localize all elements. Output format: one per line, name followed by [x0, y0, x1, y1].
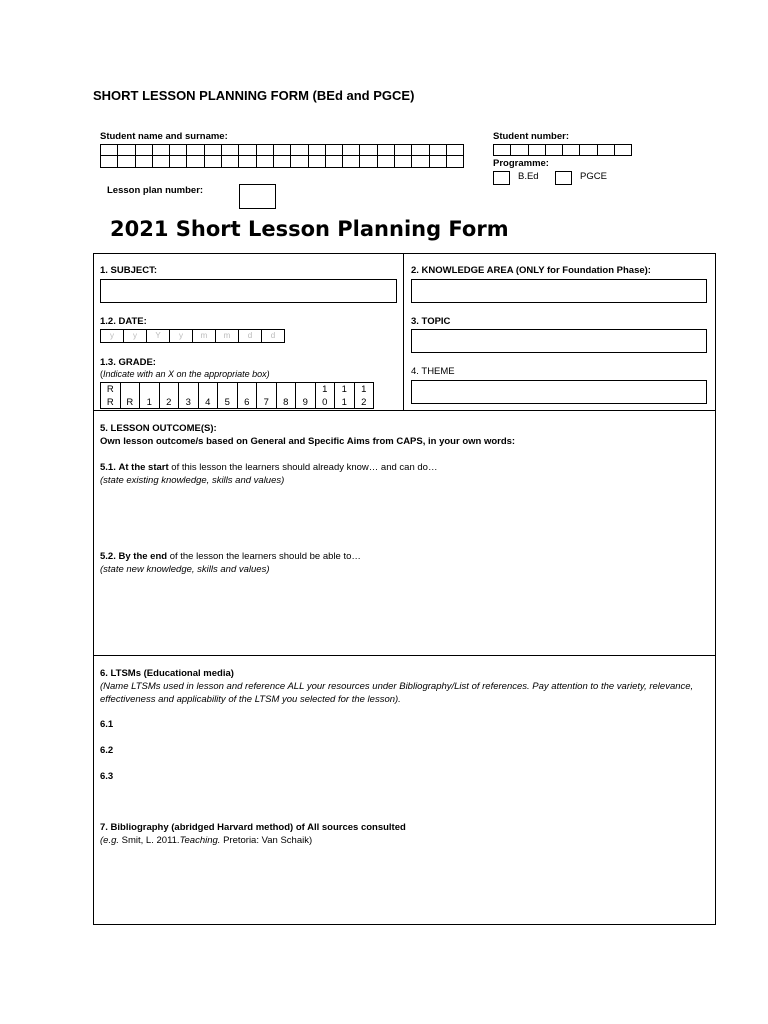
grade-cell[interactable] — [179, 383, 199, 409]
theme-label: 4. THEME — [411, 366, 455, 377]
grade-cell[interactable] — [121, 383, 141, 409]
outcome-5-1-bold: At the start — [118, 462, 169, 473]
bibliography-title: Teaching. — [179, 835, 221, 846]
grade-hint — [100, 369, 270, 379]
student-number-cell[interactable] — [598, 144, 615, 156]
date-cell[interactable]: m — [216, 329, 239, 343]
student-number-label: Student number: — [493, 131, 569, 142]
bibliography-section — [100, 821, 705, 847]
outcomes-subheading: Own lesson outcome/s based on General and Specific Aims from CAPS, in your own words: — [100, 436, 516, 447]
grade-cell-bottom: 2 — [166, 397, 172, 408]
ltsm-item-1: 6.1 — [100, 719, 114, 730]
date-cell[interactable]: m — [193, 329, 216, 343]
ltsm-hint: (Name LTSMs used in lesson and reference ALL your resources under Bibliography/List of references. Pay attention to the variety, relevance, effectiveness and applicability of the LTSM you selected for the lesson). — [100, 681, 694, 705]
outcome-5-1-hint: (state existing knowledge, skills and values) — [100, 475, 285, 486]
grade-hint-paren: ( — [100, 369, 103, 379]
grade-cell[interactable] — [335, 383, 355, 409]
grade-cell-top — [257, 383, 276, 396]
name-char-cell[interactable] — [205, 156, 222, 168]
name-char-cell[interactable] — [378, 144, 395, 156]
name-char-cell[interactable] — [101, 144, 118, 156]
date-cell[interactable]: d — [262, 329, 285, 343]
student-number-grid[interactable] — [493, 144, 632, 156]
name-char-cell[interactable] — [447, 144, 464, 156]
ltsm-item-3: 6.3 — [100, 771, 114, 782]
subject-label: 1. SUBJECT: — [100, 265, 158, 276]
name-char-cell[interactable] — [360, 156, 377, 168]
page-heading: SHORT LESSON PLANNING FORM (BEd and PGCE) — [93, 88, 415, 103]
name-char-cell[interactable] — [257, 156, 274, 168]
grade-cell-bottom: 0 — [322, 397, 328, 408]
name-char-cell[interactable] — [170, 156, 187, 168]
name-char-cell[interactable] — [274, 156, 291, 168]
name-char-cell[interactable] — [412, 144, 429, 156]
date-cell[interactable]: y — [101, 329, 124, 343]
name-char-cell[interactable] — [101, 156, 118, 168]
name-char-cell[interactable] — [222, 144, 239, 156]
bed-checkbox[interactable] — [493, 171, 510, 185]
name-char-cell[interactable] — [257, 144, 274, 156]
outcome-5-2-number: 5.2. — [100, 551, 116, 562]
name-char-cell[interactable] — [395, 156, 412, 168]
name-char-cell[interactable] — [309, 144, 326, 156]
name-char-cell[interactable] — [378, 156, 395, 168]
grade-cell-top — [160, 383, 179, 396]
ltsm-heading: 6. LTSMs (Educational media) — [100, 668, 234, 679]
grade-hint-text: Indicate with an X on the appropriate box) — [103, 369, 270, 379]
outcome-5-2-bold: By the end — [118, 551, 168, 562]
grade-cell[interactable] — [101, 383, 121, 409]
outcome-5-2-text: of the lesson the learners should be able to… — [167, 551, 361, 562]
grade-cell-bottom: 6 — [244, 397, 250, 408]
name-char-cell[interactable] — [118, 144, 135, 156]
date-cell[interactable]: d — [239, 329, 262, 343]
name-char-cell[interactable] — [430, 156, 447, 168]
student-number-cell[interactable] — [511, 144, 528, 156]
grade-cell-top — [121, 383, 140, 396]
grade-cell-bottom: 9 — [302, 397, 308, 408]
grade-cell-top — [238, 383, 257, 396]
name-char-cell[interactable] — [343, 144, 360, 156]
name-char-cell[interactable] — [239, 144, 256, 156]
outcome-5-1-number: 5.1. — [100, 462, 116, 473]
name-char-cell[interactable] — [170, 144, 187, 156]
grade-cell-top: 1 — [322, 384, 328, 395]
programme-label: Programme: — [493, 158, 549, 169]
knowledge-area-input[interactable] — [411, 279, 707, 303]
grade-cell-bottom: 4 — [205, 397, 211, 408]
grade-selector[interactable] — [100, 382, 374, 409]
grade-cell-top: 1 — [341, 384, 347, 395]
outcome-5-2-hint: (state new knowledge, skills and values) — [100, 564, 270, 575]
name-char-cell[interactable] — [118, 156, 135, 168]
column-divider — [403, 253, 404, 411]
name-char-cell[interactable] — [274, 144, 291, 156]
grade-cell-bottom: 2 — [361, 397, 367, 408]
name-char-cell[interactable] — [343, 156, 360, 168]
name-char-cell[interactable] — [326, 144, 343, 156]
lesson-plan-number-label: Lesson plan number: — [107, 185, 204, 196]
grade-cell-top — [218, 383, 237, 396]
outcome-5-1-text: of this lesson the learners should already know… and can do… — [168, 462, 438, 473]
pgce-checkbox[interactable] — [555, 171, 572, 185]
grade-cell[interactable] — [218, 383, 238, 409]
bibliography-author: Smit, L. 2011. — [119, 835, 180, 846]
grade-cell[interactable] — [277, 383, 297, 409]
name-char-cell[interactable] — [291, 156, 308, 168]
name-char-cell[interactable] — [430, 144, 447, 156]
name-char-cell[interactable] — [309, 156, 326, 168]
ltsm-item-2: 6.2 — [100, 745, 114, 756]
name-char-cell[interactable] — [395, 144, 412, 156]
grade-cell-top — [140, 383, 159, 396]
name-char-cell[interactable] — [153, 144, 170, 156]
grade-cell-top: 1 — [361, 384, 367, 395]
student-number-cell[interactable] — [546, 144, 563, 156]
outcomes-heading: 5. LESSON OUTCOME(S): — [100, 423, 217, 434]
student-number-cell[interactable] — [580, 144, 597, 156]
grade-cell-top — [296, 383, 315, 396]
outcome-5-1 — [100, 461, 700, 487]
outcome-5-2 — [100, 550, 700, 576]
bibliography-eg: (e.g. — [100, 835, 120, 846]
student-number-cell[interactable] — [615, 144, 632, 156]
name-char-cell[interactable] — [222, 156, 239, 168]
name-char-cell[interactable] — [153, 156, 170, 168]
lesson-plan-number-input[interactable] — [239, 184, 276, 209]
grade-cell-bottom: 1 — [341, 397, 347, 408]
form-title: 2021 Short Lesson Planning Form — [110, 217, 509, 241]
grade-cell[interactable] — [296, 383, 316, 409]
name-char-cell[interactable] — [205, 144, 222, 156]
name-char-cell[interactable] — [412, 156, 429, 168]
theme-input[interactable] — [411, 380, 707, 404]
grade-cell-top — [277, 383, 296, 396]
name-char-cell[interactable] — [447, 156, 464, 168]
grade-cell-bottom: 8 — [283, 397, 289, 408]
ltsm-section — [100, 667, 705, 706]
name-char-cell[interactable] — [291, 144, 308, 156]
student-name-grid[interactable] — [100, 144, 464, 168]
grade-cell[interactable] — [355, 383, 375, 409]
grade-cell-bottom: 3 — [185, 397, 191, 408]
date-cell[interactable]: y — [124, 329, 147, 343]
bibliography-rest: Pretoria: Van Schaik) — [220, 835, 313, 846]
date-cell[interactable]: Y — [147, 329, 170, 343]
date-cell[interactable]: y — [170, 329, 193, 343]
student-number-cell[interactable] — [529, 144, 546, 156]
grade-cell[interactable] — [199, 383, 219, 409]
name-char-cell[interactable] — [326, 156, 343, 168]
grade-cell[interactable] — [238, 383, 258, 409]
date-input[interactable] — [100, 329, 285, 343]
grade-cell-top — [179, 383, 198, 396]
grade-cell-top — [199, 383, 218, 396]
subject-input[interactable] — [100, 279, 397, 303]
grade-cell[interactable] — [140, 383, 160, 409]
grade-cell-top: R — [106, 384, 114, 395]
grade-cell[interactable] — [316, 383, 336, 409]
bed-label: B.Ed — [518, 171, 539, 182]
grade-cell-bottom: 7 — [263, 397, 269, 408]
name-char-cell[interactable] — [360, 144, 377, 156]
grade-label: 1.3. GRADE: — [100, 357, 156, 368]
section-divider-2 — [93, 655, 716, 656]
grade-cell[interactable] — [257, 383, 277, 409]
student-number-cell[interactable] — [494, 144, 511, 156]
name-char-cell[interactable] — [239, 156, 256, 168]
name-char-cell[interactable] — [136, 144, 153, 156]
grade-cell-bottom: 5 — [224, 397, 230, 408]
name-char-cell[interactable] — [187, 156, 204, 168]
topic-input[interactable] — [411, 329, 707, 353]
grade-cell-bottom: R — [106, 397, 114, 408]
student-name-label: Student name and surname: — [100, 131, 228, 142]
section-divider-1 — [93, 410, 716, 411]
name-char-cell[interactable] — [187, 144, 204, 156]
name-char-cell[interactable] — [136, 156, 153, 168]
pgce-label: PGCE — [580, 171, 607, 182]
date-label: 1.2. DATE: — [100, 316, 147, 327]
student-number-cell[interactable] — [563, 144, 580, 156]
grade-cell-bottom: 1 — [146, 397, 152, 408]
lesson-outcomes-section — [100, 422, 700, 448]
topic-label: 3. TOPIC — [411, 316, 451, 327]
grade-cell-bottom: R — [126, 397, 134, 408]
knowledge-area-label: 2. KNOWLEDGE AREA (ONLY for Foundation Phase): — [411, 265, 651, 276]
bibliography-heading: 7. Bibliography (abridged Harvard method) of All sources consulted — [100, 822, 406, 833]
grade-cell[interactable] — [160, 383, 180, 409]
